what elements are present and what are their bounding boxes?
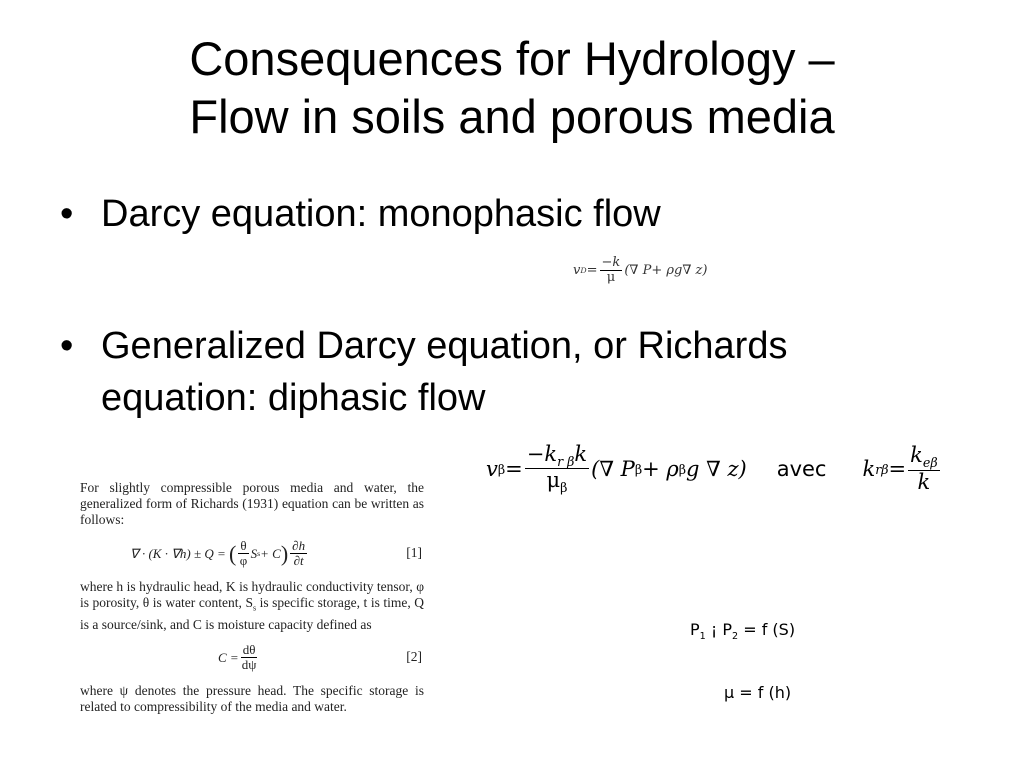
eq-equals: = [505,457,523,482]
eq-numerator: −k [601,255,621,270]
paper-equation-1 [80,533,424,575]
eq-denominator [546,469,567,495]
rel-p2: P [722,620,733,639]
eq-k-numerator [908,444,939,470]
peq1-den: φ [239,552,248,568]
eq-k-equals: = [888,457,907,482]
rel-sep: ¡ [705,620,723,639]
slide-title [0,30,1024,146]
paper-where-1-sub: s [252,603,257,613]
peq1-dden: ∂t [293,552,304,568]
rel-fs: = f (S) [738,620,796,639]
eq-den-mu: μ [546,468,561,493]
peq1-c: + C [260,545,281,561]
rel-p1: P [690,620,700,639]
paper-excerpt [80,480,424,715]
eq-gradient: (∇ P+ ρg∇ z) [624,262,708,278]
paper-equation-2 [80,637,424,679]
pressure-relation [690,620,795,642]
eq-denominator: μ [606,269,616,285]
viscosity-relation [724,683,791,702]
darcy-equation [573,256,707,285]
eq-fraction [600,256,623,285]
peq2-frac [241,643,258,672]
eq-k-rel-sub: rβ [875,461,889,477]
paper-where-2: where ψ denotes the pressure head. The specific storage is related to compressibility of the media and water. [80,682,424,715]
paper-where-1-text: where h is hydraulic head, K is hydraulic conductivity tensor, φ is porosity, θ is water content, S [80,578,424,610]
eq-grad-p-sub: β [634,461,643,477]
eq-velocity: v [573,262,581,278]
eq-k-denominator: k [917,469,931,494]
eq-k-num-sub: eβ [922,455,938,471]
eq-velocity-sub: D [580,265,587,275]
title-line-2: Flow in soils and porous media [189,90,835,143]
eq-num-sub: r β [557,454,575,470]
paper-where-1-tail: is specific storage, t is time, Q is a source/sink, and C is moisture capacity defined as [80,594,424,632]
peq2-lhs: C = [218,649,239,665]
bullet-dot: • [60,325,74,367]
rel-p1-sub: 1 [699,631,706,643]
peq1-close: ) [280,540,289,566]
eq-rho: + ρ [642,457,679,482]
eq-num-k: −k [526,442,558,466]
peq1-lhs: ∇ · (K · ∇h) ± Q = [130,545,226,561]
eq-equals: = [586,262,598,278]
bullet-dot: • [60,193,74,235]
peq2-num: dθ [242,642,256,658]
rel-mu: μ [724,683,735,702]
peq1-tag: [1] [406,544,422,560]
title-line-1: Consequences for Hydrology – [189,32,835,85]
eq-avec: avec [776,457,827,482]
eq-k-fraction [908,444,939,494]
eq-fraction [525,443,589,495]
rel-fh: = f (h) [734,683,792,702]
eq-rho-sub: β [678,461,686,477]
eq-numerator [525,443,589,469]
peq1-dnum: ∂h [292,538,306,554]
eq-velocity: v [486,457,498,482]
peq1-num: θ [240,538,247,554]
eq-velocity-sub: β [497,461,506,477]
rel-p2-sub: 2 [732,631,739,643]
paper-intro: For slightly compressible porous media and water, the generalized form of Richards (1931) equation can be written as follows: [80,480,424,528]
bullet-text: Darcy equation: monophasic flow [101,193,661,235]
bullet-text-line-2: equation: diphasic flow [101,377,486,419]
eq-grad-p: (∇ P [591,457,635,482]
peq1-frac [238,539,248,568]
peq1-s-sub: s [257,548,261,558]
eq-num-tail: k [574,442,588,466]
peq1-open: ( [229,540,237,566]
generalized-darcy-equation [486,443,942,495]
eq-den-sub: β [560,480,568,496]
peq2-tag: [2] [406,648,422,664]
bullet-text-line-1: Generalized Darcy equation, or Richards [101,325,788,367]
eq-k-num: k [910,443,923,468]
peq1-dfrac [290,539,307,568]
peq1-s: S [250,545,258,561]
eq-grad-z: g ∇ z) [686,457,747,482]
eq-k-rel: k [862,457,876,482]
peq2-den: dψ [241,657,257,673]
paper-where-1 [80,579,424,633]
